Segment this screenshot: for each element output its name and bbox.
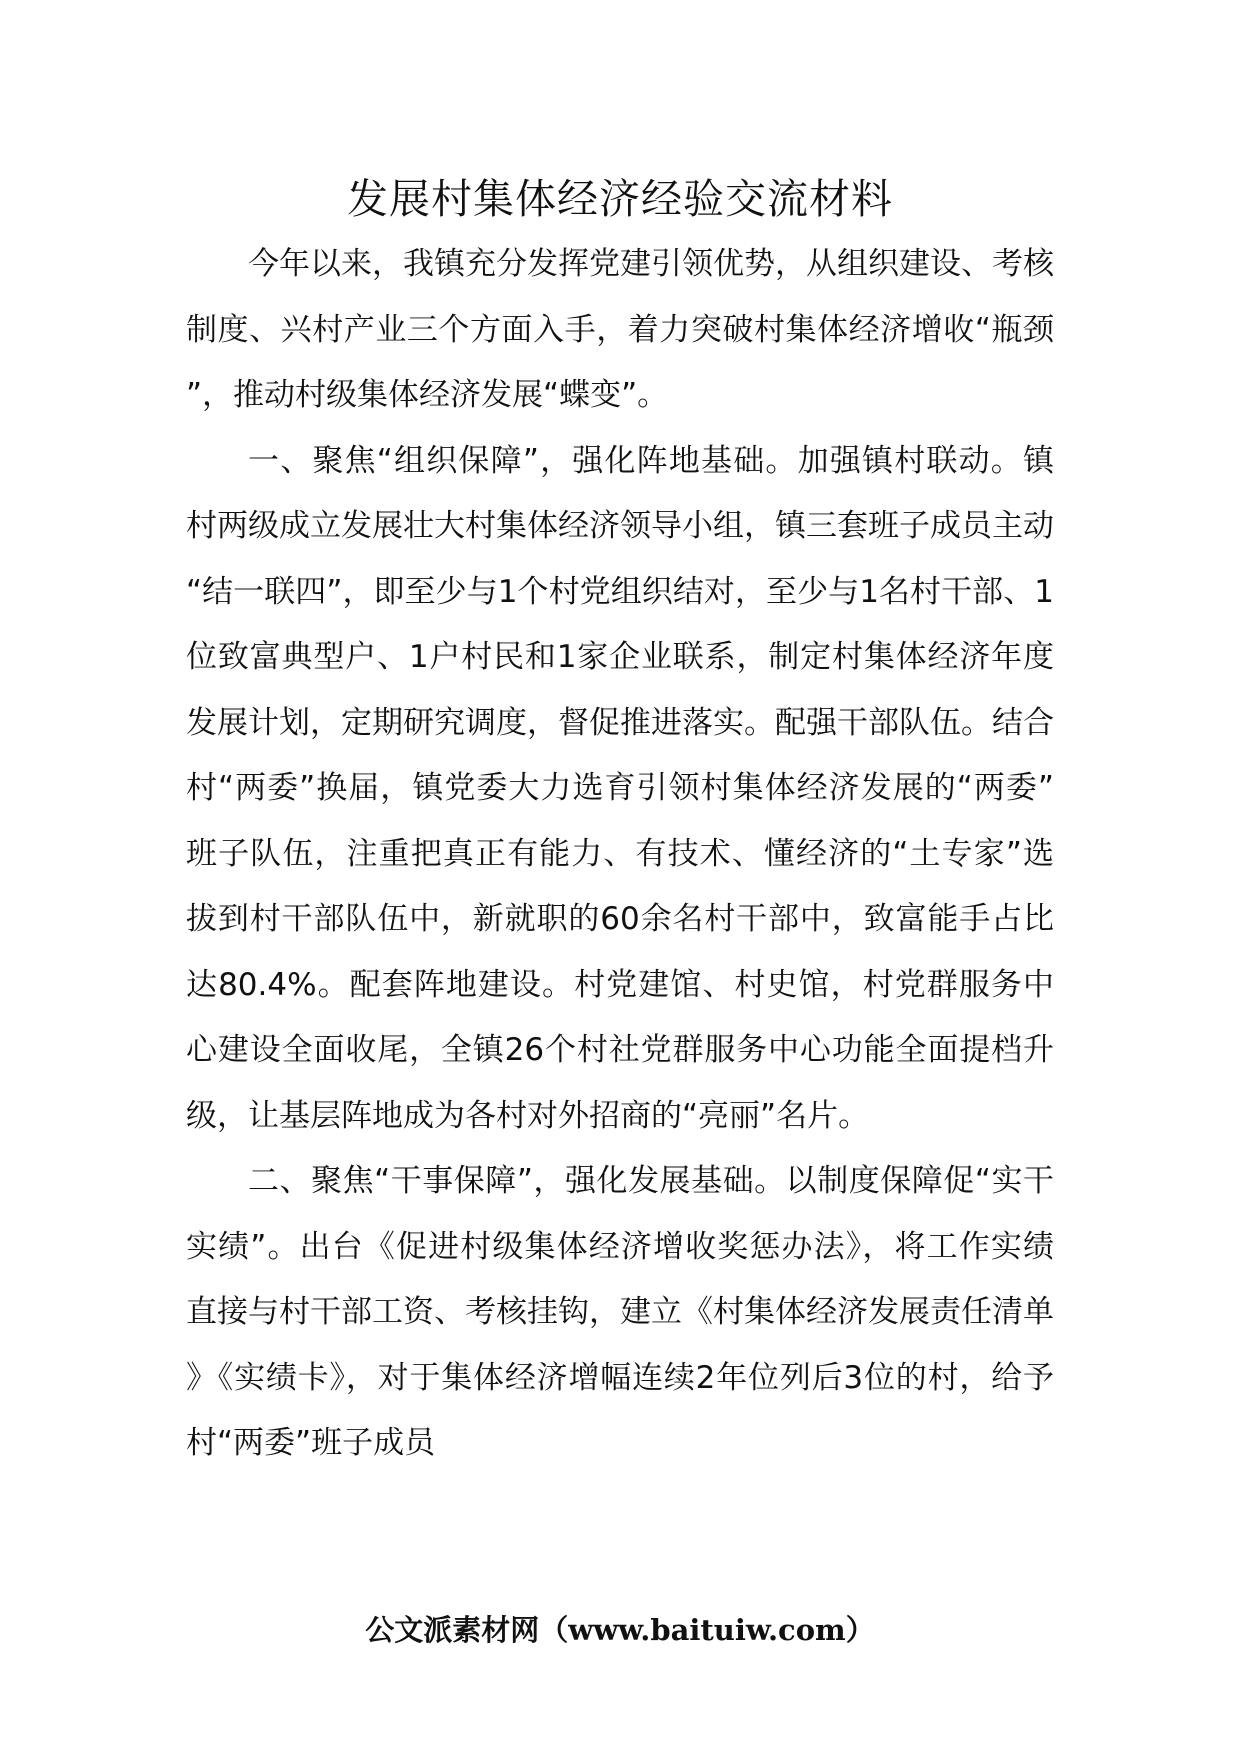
footer-watermark: 公文派素材网（www.baituiw.com） — [365, 1613, 875, 1647]
document-title: 发展村集体经济经验交流材料 — [347, 175, 893, 223]
document-body — [186, 232, 1054, 1477]
paragraph-intro: 今年以来，我镇充分发挥党建引领优势，从组织建设、考核制度、兴村产业三个方面入手，着力突破村集体经济增收“瓶颈”，推动村级集体经济发展“蝶变”。 — [186, 246, 1054, 413]
paragraph-section-1: 一、聚焦“组织保障”，强化阵地基础。加强镇村联动。镇村两级成立发展壮大村集体经济领导小组，镇三套班子成员主动“结一联四”，即至少与1个村党组织结对，至少与1名村干部、1位致富典型户、1户村民和1家企业联系，制定村集体经济年度发展计划，定期研究调度，督促推进落实。配强干部队伍。结合村“两委”换届，镇党委大力选育引领村集体经济发展的“两委”班子队伍，注重把真正有能力、有技术、懂经济的“土专家”选拔到村干部队伍中，新就职的60余名村干部中，致富能手占比达80.4%。配套阵地建设。村党建馆、村史馆，村党群服务中心建设全面收尾，全镇26个村社党群服务中心功能全面提档升级，让基层阵地成为各村对外招商的“亮丽”名片。 — [186, 442, 1054, 1134]
paragraph-section-2: 二、聚焦“干事保障”，强化发展基础。以制度保障促“实干实绩”。出台《促进村级集体经济增收奖惩办法》，将工作实绩直接与村干部工资、考核挂钩，建立《村集体经济发展责任清单》《实绩卡》，对于集体经济增幅连续2年位列后3位的村，给予村“两委”班子成员 — [186, 1163, 1054, 1461]
